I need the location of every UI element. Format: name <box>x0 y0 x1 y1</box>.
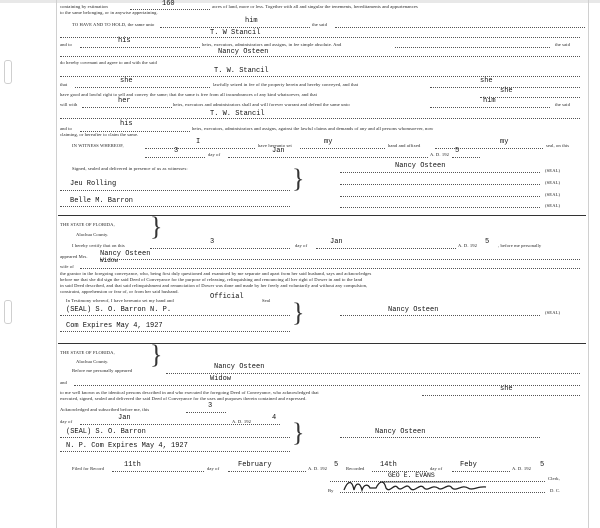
grantee-name-3: T. W. Stancil <box>210 110 265 118</box>
she-2: she <box>480 77 493 85</box>
lawful-claims-text: heirs, executors, administrators and assigns, against the lawful claims and demands of any and all persons whomsoever, now <box>192 126 434 131</box>
heirs-warrant-text: heirs, executors and administrators shall and will forever warrant and defend the same unto <box>173 102 350 107</box>
ack1-certify: I hereby certify that on this <box>72 243 125 248</box>
ack2-widow: Widow <box>210 375 232 383</box>
seal-label-3: (SEAL) <box>545 192 561 197</box>
ack2-np-line: N. P. Com Expires May 4, 1927 <box>66 442 188 450</box>
sig-line-1 <box>340 172 540 173</box>
acres-text: acres of land, more or less. Together with all and singular the tenements, hereditaments and appurtenances <box>212 4 418 9</box>
grantee-line-3 <box>60 118 580 119</box>
ack2-name: Nancy Osteen <box>214 363 265 371</box>
him-line-2 <box>430 107 550 108</box>
ack1-para-3: in said Deed described, and that said relinquishment and renunciation of Dower was done and made by her freely and voluntarily and without any compulsion, <box>60 283 368 288</box>
ack1-sig-line <box>340 315 540 316</box>
ack2-county: Alachua County. <box>76 359 109 364</box>
will-with-label: will with <box>60 102 78 107</box>
ack2-executed: executed, signed, sealed and delivered the said Deed of Conveyance for the uses and purposes therein contained and expressed. <box>60 396 307 401</box>
have-hold-label: TO HAVE AND TO HOLD, the same unto <box>72 22 155 27</box>
ack1-expires-underline <box>60 331 290 332</box>
sig-line-4 <box>340 207 540 208</box>
ack1-testimony: In Testimony whereof, I have hereunto set my hand and <box>66 298 174 303</box>
ack2-subscribed: Acknowledged and subscribed before me, this <box>60 407 150 412</box>
she-line-1 <box>75 87 210 88</box>
record-recorded: Recorded <box>346 466 365 471</box>
record-clerk-name: GEO E. EVANS <box>388 472 435 479</box>
month: Jan <box>272 147 285 155</box>
witness-line-2 <box>60 206 290 207</box>
my-line-1 <box>300 148 385 149</box>
month-line <box>228 157 428 158</box>
witness-who-line <box>145 148 255 149</box>
claiming-text: claiming, or hereafter to claim the same. <box>60 132 139 137</box>
ack1-signer: Nancy Osteen <box>388 306 439 314</box>
hand-affixed-label: hand and affixed <box>388 143 421 148</box>
her: her <box>118 97 131 105</box>
ack2-seal-underline <box>60 437 290 438</box>
ack2-day-of: day of <box>60 419 73 424</box>
her-line <box>82 107 172 108</box>
and-to-label: and to <box>60 42 72 47</box>
day-num: 3 <box>174 147 179 155</box>
record-year-2: 5 <box>540 461 545 469</box>
deed-signer: Nancy Osteen <box>395 162 446 170</box>
my-line-2 <box>435 148 543 149</box>
record-clerk: Clerk, <box>548 476 560 481</box>
ack1-name-line <box>100 259 580 260</box>
section-divider-1 <box>58 215 586 216</box>
ack2-sign-brace: } <box>292 418 305 447</box>
have-hold-line <box>160 27 310 28</box>
page-top-edge <box>0 0 600 3</box>
day-line <box>145 157 205 158</box>
belonging-text: to the same belonging, or in anywise appertaining. <box>60 10 158 15</box>
ack1-day-of: day of <box>295 243 308 248</box>
heirs-of-line <box>80 47 200 48</box>
heirs-text: heirs, executors, administrators and assigns, in fee simple absolute. And <box>202 42 342 47</box>
record-rec-day: 14th <box>380 461 397 469</box>
section-divider-2 <box>58 343 586 344</box>
seal-label-4: (SEAL) <box>545 203 561 208</box>
left-margin-line <box>56 0 57 528</box>
she-3: she <box>500 87 513 95</box>
grantor-line-1 <box>60 56 580 57</box>
ack1-para-2: before me that she did sign the said Deed of Conveyance for the purpose of releasing, relinquishing and renouncing all her right of Dower in and to the land <box>60 277 363 282</box>
the-said-label-3: the said <box>555 102 570 107</box>
ack2-month: Jan <box>118 414 131 422</box>
record-by: By <box>328 488 334 493</box>
ack2-she-line <box>422 395 580 396</box>
ack1-sign-brace: } <box>292 298 305 327</box>
acres-value: 160 <box>162 0 175 8</box>
record-dc: D. C. <box>550 488 561 493</box>
ack1-wife-of: wife of <box>60 264 74 269</box>
record-filed-day-line <box>112 471 204 472</box>
ack1-para-1: the grantor in the foregoing conveyance, who, being first duly questioned and examined by me separate and apart from her said husband, says and acknowledges <box>60 271 372 276</box>
ack1-seal-label: (SEAL) <box>545 310 561 315</box>
ack1-day-line <box>150 248 290 249</box>
the-said-label: the said <box>312 22 327 27</box>
ack2-day-line <box>186 412 226 413</box>
ack1-county: Alachua County. <box>76 232 109 237</box>
witness-brace: } <box>292 164 305 193</box>
my-2: my <box>500 138 509 146</box>
witness-name-1: Jeu Rolling <box>70 180 117 188</box>
signed-sealed-text: Signed, sealed and delivered in presence of us as witnesses: <box>72 166 188 171</box>
ack1-ad: A. D. 192 <box>458 243 478 248</box>
him-2: him <box>483 97 496 105</box>
ack1-before-me: , before me personally <box>498 243 542 248</box>
grantee-line-1 <box>60 37 580 38</box>
the-said-line <box>335 27 585 28</box>
good-right-text: have good and lawful right to sell and convey the same; that the same is free from all incumbrances of any kind whatsoever, and that <box>60 92 318 97</box>
ack2-np-underline <box>60 451 290 452</box>
ack1-seal-word: Seal <box>262 298 271 303</box>
binder-hole <box>4 300 12 324</box>
ack1-wife-line <box>80 268 580 269</box>
lawfully-seized-text: lawfully seized in fee of the property herein and hereby conveyed, and that <box>213 82 359 87</box>
sig-line-2 <box>340 184 540 185</box>
ack1-brace: } <box>150 212 163 241</box>
ack2-sig-line <box>340 437 540 438</box>
grantor-name-1: Nancy Osteen <box>218 48 269 56</box>
ad-label: A. D. 192 <box>430 152 450 157</box>
ack1-widow: Widow <box>100 257 119 264</box>
ack2-year-digit: 4 <box>272 414 277 422</box>
ack2-name-line <box>166 373 580 374</box>
witness-name-2: Belle M. Barron <box>70 197 134 205</box>
record-filed-month: February <box>238 461 272 469</box>
seal-label-1: (SEAL) <box>545 168 561 173</box>
ack2-ad: A. D. 192 <box>232 419 252 424</box>
covenant-label: do hereby covenant and agree to and with the said <box>60 60 157 65</box>
heirs-of: his <box>118 37 131 45</box>
ack2-state: THE STATE OF FLORIDA, <box>60 350 115 355</box>
grantee-name-1: T. W Stancil <box>210 29 261 37</box>
ack1-state: THE STATE OF FLORIDA, <box>60 222 115 227</box>
his-2: his <box>120 120 133 128</box>
ack1-month: Jan <box>330 238 343 246</box>
deputy-clerk-signature <box>342 476 492 496</box>
record-rec-month: Feby <box>460 461 477 469</box>
and-line <box>395 47 550 48</box>
ack1-day-num: 3 <box>210 238 215 246</box>
record-year-1: 5 <box>334 461 339 469</box>
record-rec-month-line <box>452 471 510 472</box>
my-1: my <box>324 138 333 146</box>
sig-line-3 <box>340 196 540 197</box>
that-label: that <box>60 82 68 87</box>
the-said-label-2: the said <box>555 42 570 47</box>
ack1-seal-underline <box>60 315 290 316</box>
day-of-label: day of <box>208 152 221 157</box>
witness-who: I <box>196 138 201 146</box>
ack2-and: and <box>60 380 67 385</box>
have-hold-who: him <box>245 17 258 25</box>
ack2-day-num: 3 <box>208 402 213 410</box>
binder-hole <box>4 60 12 84</box>
estimation-label: containing by estimation <box>60 4 108 9</box>
right-margin-line <box>588 0 589 528</box>
record-ad-1: A. D. 192 <box>308 466 328 471</box>
ack1-official: Official <box>210 293 244 301</box>
year-line <box>452 157 480 158</box>
seal-label-2: (SEAL) <box>545 180 561 185</box>
ack2-before-appeared: Before me personally appeared <box>72 368 133 373</box>
ack1-appeared: appeared Mrs. <box>60 254 88 259</box>
record-day-of: day of <box>207 466 220 471</box>
and-to-label-2: and to <box>60 126 72 131</box>
record-filed: Filed for Record <box>72 466 104 471</box>
she-1: she <box>120 77 133 85</box>
ack2-well-known: to me well known as the identical persons described in and who executed the foregoing Deed of Conveyance, who acknowledged that <box>60 390 319 395</box>
record-day-of-2: day of <box>430 466 443 471</box>
record-filed-month-line <box>228 471 306 472</box>
ack1-name: Nancy Osteen <box>100 250 151 258</box>
ack2-signer: Nancy Osteen <box>375 428 426 436</box>
ack2-she: she <box>500 385 513 393</box>
grantee-name-2: T. W. Stancil <box>214 67 269 75</box>
witness-whereof-label: IN WITNESS WHEREOF, <box>72 143 124 148</box>
ack1-year-digit: 5 <box>485 238 490 246</box>
ack1-expires: Com Expires May 4, 1927 <box>66 322 163 330</box>
seal-on-this-label: seal, on this <box>546 143 570 148</box>
witness-line-1 <box>60 190 290 191</box>
record-ad-2: A. D. 192 <box>512 466 532 471</box>
year-digit: 5 <box>455 147 460 155</box>
ack1-month-line <box>316 248 456 249</box>
ack2-brace: } <box>150 340 163 369</box>
ack1-para-4: constraint, apprehension or fear of, or from her said husband. <box>60 289 179 294</box>
grantee-line-2 <box>60 76 580 77</box>
ack2-seal-line: (SEAL) S. O. Barron <box>66 428 146 436</box>
ack1-seal-line: (SEAL) S. O. Barron N. P. <box>66 306 172 314</box>
hereunto-set-label: have hereunto set <box>258 143 292 148</box>
record-filed-day: 11th <box>124 461 141 469</box>
